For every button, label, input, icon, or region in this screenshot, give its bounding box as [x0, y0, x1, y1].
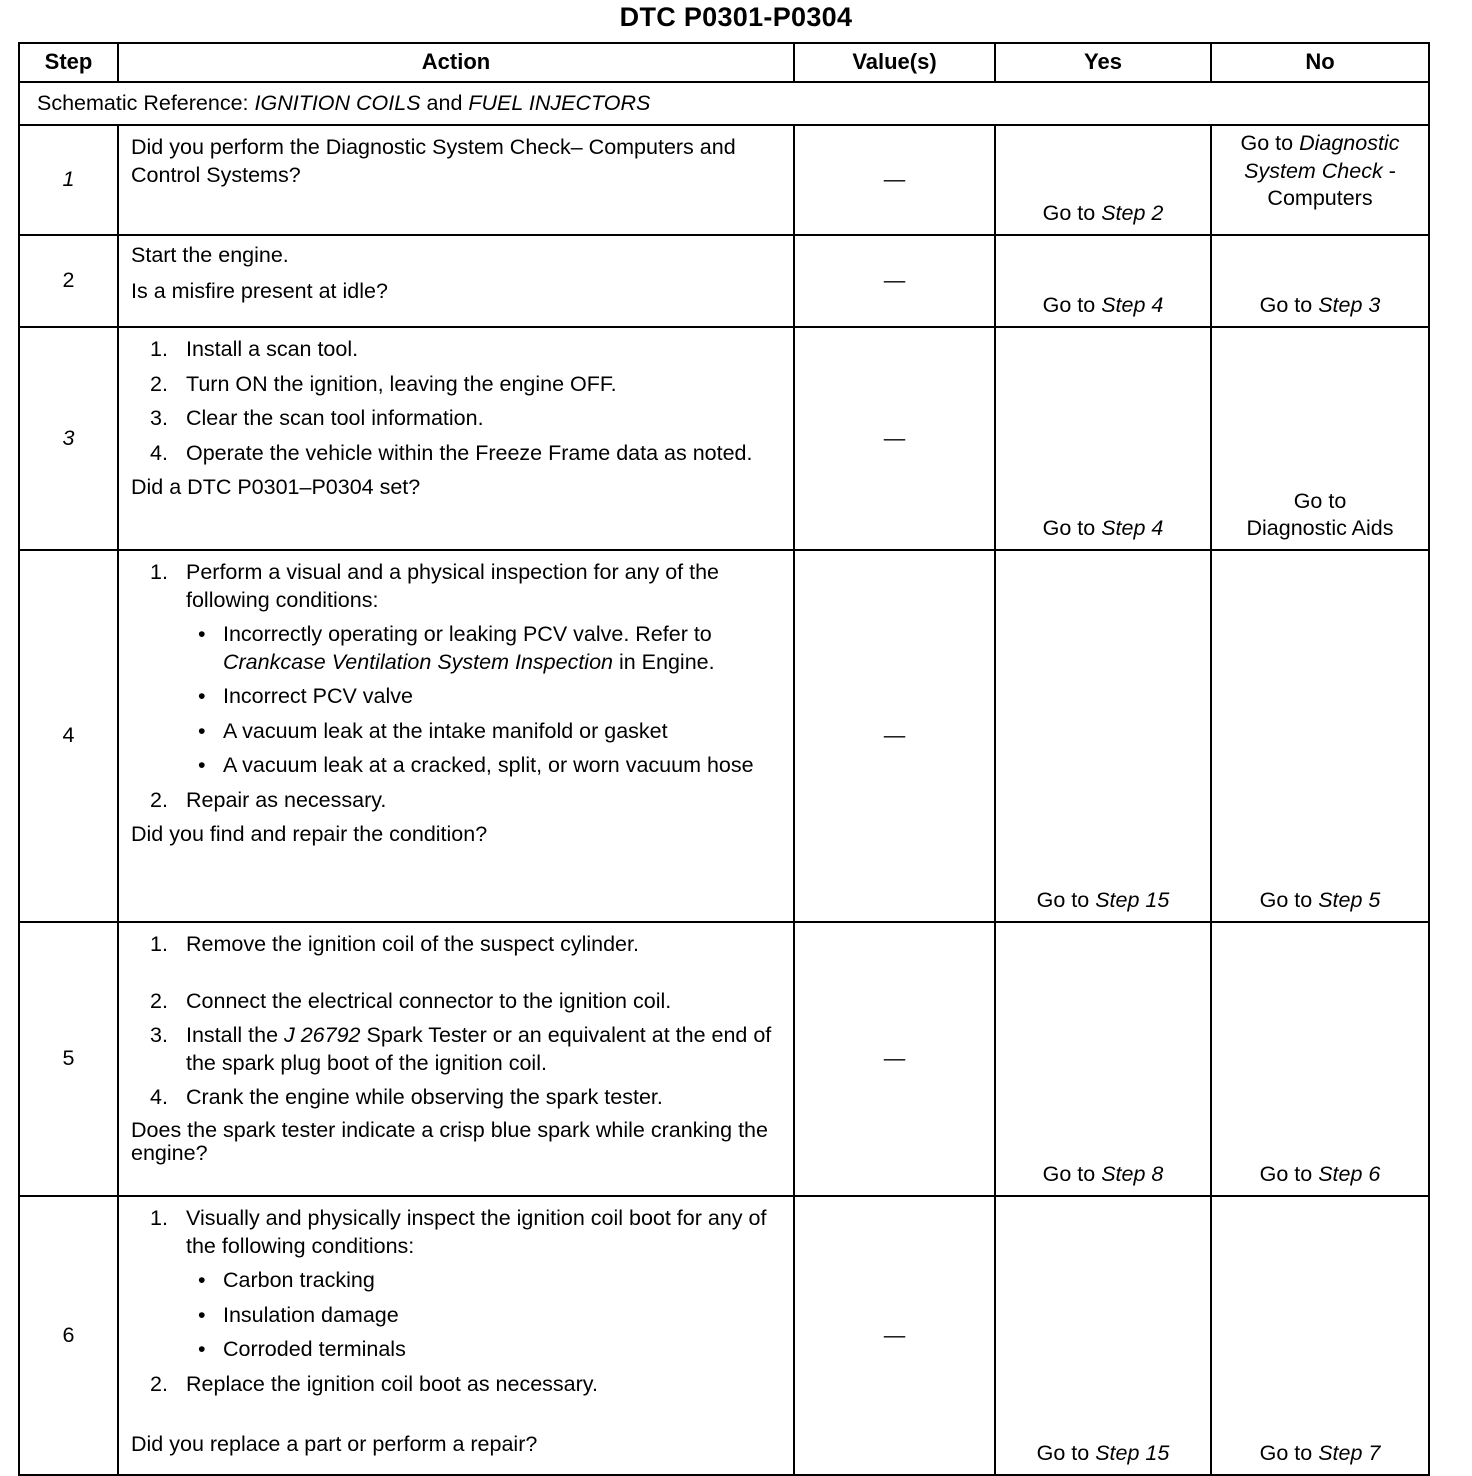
go-to-text: Go to	[1042, 516, 1102, 541]
go-to-text: Go to	[1259, 888, 1319, 913]
step-number: 4	[19, 550, 118, 922]
tool-reference: J 26792	[284, 1023, 361, 1048]
value-cell: —	[794, 550, 995, 922]
go-to-text: Go to	[1259, 1441, 1319, 1466]
header-row	[19, 43, 1429, 82]
bullet-text: A vacuum leak at a cracked, split, or worn vacuum hose	[223, 753, 754, 778]
list-item-text: Visually and physically inspect the ignition coil boot for any of the following conditions:	[186, 1206, 767, 1258]
step-number: 1	[19, 125, 118, 235]
yes-cell	[995, 922, 1211, 1196]
go-to-text: Go to	[1036, 888, 1096, 913]
list-item: 2. Replace the ignition coil boot as necessary.	[150, 1371, 785, 1399]
list-item: 4. Crank the engine while observing the spark tester.	[150, 1084, 785, 1112]
bullet-item: • A vacuum leak at a cracked, split, or worn vacuum hose	[198, 752, 785, 780]
list-item-text: Repair as necessary.	[186, 787, 387, 812]
action-question: Did you replace a part or perform a repair?	[131, 1432, 538, 1457]
no-cell	[1211, 922, 1429, 1196]
bullet-text	[223, 621, 785, 676]
yes-cell	[995, 125, 1211, 235]
list-item-text: Replace the ignition coil boot as necessary.	[186, 1371, 598, 1396]
action-cell	[118, 327, 794, 550]
bullet-item: • A vacuum leak at the intake manifold or gasket	[198, 718, 785, 746]
list-item-text: Connect the electrical connector to the ignition coil.	[186, 988, 672, 1013]
list-item: 2. Repair as necessary.	[150, 787, 785, 815]
bullet-text: Carbon tracking	[223, 1268, 375, 1293]
no-link[interactable]: Step 7	[1318, 1441, 1381, 1466]
schematic-injectors: FUEL INJECTORS	[468, 90, 651, 115]
spacer	[131, 966, 785, 988]
bullet-item: • Corroded terminals	[198, 1336, 785, 1364]
header-yes: Yes	[995, 43, 1211, 82]
go-to-text: Go to	[1259, 293, 1319, 318]
bullet-text: Incorrect PCV valve	[223, 684, 413, 709]
go-to-text: Go to	[1036, 1441, 1096, 1466]
bullet-text: Insulation damage	[223, 1302, 399, 1327]
page-title: DTC P0301-P0304	[619, 2, 853, 32]
bullet-text: Corroded terminals	[223, 1337, 406, 1362]
header-step: Step	[19, 43, 118, 82]
list-item-text: Operate the vehicle within the Freeze Frame data as noted.	[186, 440, 753, 465]
list-item-text: Clear the scan tool information.	[186, 406, 484, 431]
yes-link[interactable]: Step 4	[1101, 516, 1164, 541]
bullet-text: A vacuum leak at the intake manifold or gasket	[223, 718, 668, 743]
value-cell: —	[794, 125, 995, 235]
value-cell: —	[794, 922, 995, 1196]
yes-link[interactable]: Step 4	[1101, 293, 1164, 318]
list-item-text: Perform a visual and a physical inspection for any of the following conditions:	[186, 560, 720, 612]
table-row-step-2	[19, 235, 1429, 327]
schematic-and: and	[420, 90, 469, 115]
action-question: Is a misfire present at idle?	[131, 278, 388, 303]
no-link[interactable]: Step 3	[1318, 293, 1381, 318]
action-question: Did you find and repair the condition?	[131, 822, 488, 847]
header-values: Value(s)	[794, 43, 995, 82]
list-item: 1. Install a scan tool.	[150, 336, 785, 364]
no-cell	[1211, 327, 1429, 550]
value-cell: —	[794, 1196, 995, 1475]
no-cell	[1211, 235, 1429, 327]
table-row-step-5	[19, 922, 1429, 1196]
no-link[interactable]: Diagnostic System Check	[1244, 131, 1400, 183]
list-item: 3. Install the J 26792 Spark Tester or an equivalent at the end of the spark plug boot of the ignition coil.	[150, 1022, 785, 1077]
list-item-text: Remove the ignition coil of the suspect cylinder.	[186, 932, 639, 956]
table-row-step-6	[19, 1196, 1429, 1475]
step-number: 5	[19, 922, 118, 1196]
action-cell	[118, 922, 794, 1196]
yes-link[interactable]: Step 15	[1095, 1441, 1170, 1466]
step-number: 2	[19, 235, 118, 327]
no-link[interactable]: Diagnostic Aids	[1246, 516, 1394, 541]
action-line: Start the engine.	[131, 243, 289, 267]
list-item-text-part: Spark Tester or an equivalent at the end of the spark plug boot of the ignition coil.	[186, 1023, 772, 1075]
table-row-step-1	[19, 125, 1429, 235]
list-item: 1. Perform a visual and a physical inspection for any of the following conditions:	[150, 559, 785, 614]
list-item: 4. Operate the vehicle within the Freeze Frame data as noted.	[150, 440, 785, 468]
diagnostic-table	[18, 42, 1430, 1476]
list-item-text	[186, 1022, 785, 1077]
step-number: 6	[19, 1196, 118, 1475]
yes-link[interactable]: Step 8	[1101, 1162, 1164, 1187]
no-cell	[1211, 125, 1429, 235]
action-question: Does the spark tester indicate a crisp blue spark while cranking the engine?	[131, 1117, 768, 1166]
spacer	[131, 1405, 785, 1427]
list-item: 2. Turn ON the ignition, leaving the engine OFF.	[150, 371, 785, 399]
go-to-text: Go to	[1259, 1162, 1319, 1187]
bullet-item: • Carbon tracking	[198, 1267, 785, 1295]
list-item: 3. Clear the scan tool information.	[150, 405, 785, 433]
list-item-text: Install a scan tool.	[186, 337, 359, 361]
list-item: 1. Remove the ignition coil of the suspect cylinder.	[150, 931, 785, 959]
table-row-step-4	[19, 550, 1429, 922]
go-to-text: Go to	[1042, 1162, 1102, 1187]
schematic-label: Schematic Reference:	[37, 90, 255, 115]
no-cell	[1211, 550, 1429, 922]
list-item: 2. Connect the electrical connector to the ignition coil.	[150, 988, 785, 1016]
no-link-suffix: - Computers	[1267, 158, 1396, 211]
action-cell	[118, 235, 794, 327]
action-cell	[118, 550, 794, 922]
go-to-text: Go to	[1042, 293, 1102, 318]
yes-cell	[995, 327, 1211, 550]
action-question: Did a DTC P0301–P0304 set?	[131, 475, 421, 500]
go-to-text: Go to	[1293, 488, 1347, 513]
bullet-item: • Incorrectly operating or leaking PCV valve. Refer to Crankcase Ventilation System Inspection in Engine.	[198, 621, 785, 676]
table-row-step-3	[19, 327, 1429, 550]
bullet-text-part: Incorrectly operating or leaking PCV valve. Refer to	[223, 622, 712, 647]
reference-link[interactable]: Crankcase Ventilation System Inspection	[223, 649, 613, 674]
yes-cell	[995, 235, 1211, 327]
bullet-item: • Insulation damage	[198, 1302, 785, 1330]
list-item-text: Crank the engine while observing the spark tester.	[186, 1085, 663, 1110]
list-item: 1. Visually and physically inspect the ignition coil boot for any of the following conditions:	[150, 1205, 785, 1260]
yes-link[interactable]: Step 2	[1101, 201, 1164, 226]
action-question: Did you perform the Diagnostic System Check– Computers and Control Systems?	[131, 135, 736, 187]
step-number: 3	[19, 327, 118, 550]
schematic-coils: IGNITION COILS	[254, 90, 421, 115]
yes-cell	[995, 550, 1211, 922]
value-cell: —	[794, 235, 995, 327]
value-cell: —	[794, 327, 995, 550]
header-action: Action	[118, 43, 794, 82]
schematic-reference	[19, 82, 1429, 125]
go-to-text: Go to	[1042, 201, 1102, 226]
action-cell	[118, 1196, 794, 1475]
list-item-text: Turn ON the ignition, leaving the engine OFF.	[186, 371, 617, 396]
header-no: No	[1211, 43, 1429, 82]
bullet-item: • Incorrect PCV valve	[198, 683, 785, 711]
no-link[interactable]: Step 5	[1318, 888, 1381, 913]
bullet-text-part: in Engine.	[612, 649, 715, 674]
no-link[interactable]: Step 6	[1318, 1162, 1381, 1187]
yes-link[interactable]: Step 15	[1095, 888, 1170, 913]
schematic-reference-row	[19, 82, 1429, 125]
list-item-text-part: Install the	[186, 1023, 284, 1048]
no-cell	[1211, 1196, 1429, 1475]
action-cell	[118, 125, 794, 235]
yes-cell	[995, 1196, 1211, 1475]
go-to-text: Go to	[1240, 131, 1300, 155]
